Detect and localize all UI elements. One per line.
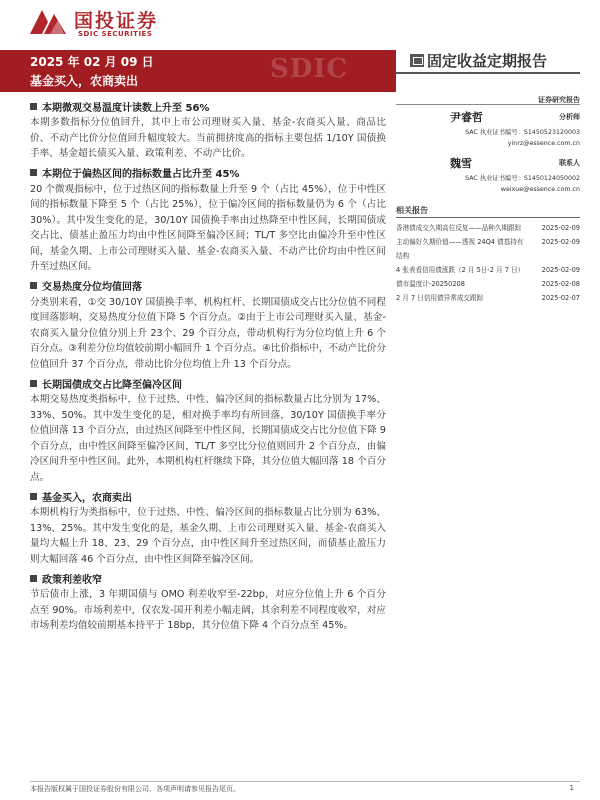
page-number: 1 xyxy=(569,784,574,792)
section-title: 长期国债成交占比降至偏冷区间 xyxy=(30,376,386,390)
section-body: 分类别来看，①交 30/10Y 国债换手率、机构杠杆、长期国债成交占比分位值不同程度回落影响，交易热度分位值下降 5 个百分点。②由于上市公司理财买入量、基金-农商买入量分位值分别上升 23个、29 个百分点，带动机构行为分位均值上升 6 个百分点。③利差分位均值较前期小幅回升 1 个百分点。④比价指标中，不动产比价分位值回升 37 个百分点，带动比价分位均值上升 13 个百分点。 xyxy=(30,296,386,370)
square-bullet-icon xyxy=(30,103,37,110)
report-type-icon xyxy=(410,54,424,67)
section-title: 基金买入，农商卖出 xyxy=(30,489,386,503)
analyst-email[interactable]: weixue@essence.com.cn xyxy=(500,186,580,193)
analyst-sac: SAC 执业证书编号：S1450523120003 xyxy=(465,129,580,136)
square-bullet-icon xyxy=(30,493,37,500)
report-type xyxy=(410,50,580,70)
square-bullet-icon xyxy=(30,169,37,176)
analyst-role: 联系人 xyxy=(559,159,580,167)
related-report-title[interactable]: 香港债成交久期高位反复——品种久期跟踪 xyxy=(396,224,522,232)
related-reports-list xyxy=(396,221,580,305)
company-logo xyxy=(28,6,188,40)
related-report-title[interactable]: 债市温度计-20250208 xyxy=(396,280,465,288)
related-report-date: 2025-02-07 xyxy=(541,294,580,302)
related-report-date: 2025-02-09 xyxy=(541,266,580,274)
analyst-role: 分析师 xyxy=(559,113,580,121)
related-report-title[interactable]: 2 月 7 日信用债异常成交跟踪 xyxy=(396,294,484,302)
related-report-item[interactable] xyxy=(396,291,580,305)
logo-text-cn: 国投证券 xyxy=(74,10,159,32)
related-report-title[interactable]: 4 张表看信用债涨跌（2 月 5日-2 月 7 日） xyxy=(396,266,525,274)
section-title: 政策利差收窄 xyxy=(30,571,386,585)
square-bullet-icon xyxy=(30,282,37,289)
related-report-item[interactable] xyxy=(396,221,580,235)
banner-watermark: SDIC xyxy=(270,54,349,84)
logo-text-en: SDIC SECURITIES xyxy=(78,30,153,38)
footer-disclaimer: 本报告版权属于国投证券股份有限公司，各项声明请参见报告尾页。 xyxy=(30,785,240,793)
report-type-label: 固定收益定期报告 xyxy=(427,51,548,70)
report-headline: 基金买入，农商卖出 xyxy=(30,74,139,88)
related-report-date: 2025-02-09 xyxy=(541,224,580,232)
section-body: 本期多数指标分位值回升，其中上市公司理财买入量、基金-农商买入量、商品比价、不动产比价分位值回升幅度较大。当前拥挤度高的指标主要包括 1/10Y 国债换手率、基金超长债买入量、政策利差、不动产比价。 xyxy=(30,117,386,159)
report-date: 2025 年 02 月 09 日 xyxy=(30,55,154,69)
related-report-date: 2025-02-08 xyxy=(541,280,580,288)
section-body: 节后债市上涨，3 年期国债与 OMO 利差收窄至-22bp，对应分位值上升 6 个百分点至 90%。市场利差中，仅农发-国开利差小幅走阔，其余利差不同程度收窄，对应市场利差均值较前期基本持平于 18bp，其分位值下降 4 个百分点至 45%。 xyxy=(30,589,386,631)
footer-divider xyxy=(30,781,580,782)
section-body: 20 个微观指标中，位于过热区间的指标数量上升至 9 个（占比 45%），位于中性区间的指标数量下降至 5 个（占比 25%），位于偏冷区间的指标数量仍为 6 个（占比 30%）。其中发生变化的是，30/10Y 国债换手率由过热降至中性区间，长期国债成交占比、债基止盈压力均由中性区间降至偏冷区间；TL/T 多空比由偏冷升至中性区间，基金久期、上市公司理财买入量、基金-农商买入量、不动产比价均由中性区间升至过热区间。 xyxy=(30,183,386,272)
department-label: 证券研究报告 xyxy=(538,96,580,104)
analyst-name: 尹睿哲 xyxy=(450,111,483,124)
section-title: 本期微观交易温度计读数上升至 56% xyxy=(30,99,386,113)
report-banner xyxy=(0,50,396,92)
analyst-sac: SAC 执业证书编号：S1450124050002 xyxy=(465,175,580,182)
square-bullet-icon xyxy=(30,575,37,582)
section-title: 本期位于偏热区间的指标数量占比升至 45% xyxy=(30,166,386,180)
analyst-name: 魏雪 xyxy=(450,157,472,170)
section-body: 本期机构行为类指标中，位于过热、中性、偏冷区间的指标数量占比分别为 63%、13%、25%。其中发生变化的是，基金久期、上市公司理财买入量、基金-农商买入量均大幅上升 18、23、29 个百分点，由中性区间升至过热区间，而债基止盈压力则大幅回落 46 个百分点，由中性区间降至偏冷区间。 xyxy=(30,507,386,565)
section-body: 本期交易热度类指标中，位于过热、中性、偏冷区间的指标数量占比分别为 17%、33%、50%。其中发生变化的是，相对换手率均有所回落，30/10Y 国债换手率分位值回落 13 个百分点，由过热区间降至中性区间，长期国债成交占比分位值下降 9 个百分点，由中性区间降至偏冷区间，TL/T 多空比分位值则回升 2 个百分点，由偏冷区间升至中性区间。此外，本期机构杠杆继续下降，其分位值大幅回落 18 个百分点。 xyxy=(30,394,386,483)
header-divider xyxy=(396,72,580,74)
related-divider xyxy=(396,217,580,218)
related-report-item[interactable] xyxy=(396,235,580,263)
main-content xyxy=(30,98,386,638)
analyst-email[interactable]: yinrz@essence.com.cn xyxy=(507,140,580,147)
related-reports-title: 相关报告 xyxy=(396,206,428,215)
related-report-date: 2025-02-09 xyxy=(541,238,580,246)
sidebar-divider xyxy=(396,104,580,105)
related-report-item[interactable] xyxy=(396,277,580,291)
section-title: 交易热度分位均值回落 xyxy=(30,279,386,293)
logo-mark-icon xyxy=(28,6,68,36)
square-bullet-icon xyxy=(30,380,37,387)
related-report-item[interactable] xyxy=(396,263,580,277)
related-report-title[interactable]: 主动偏好久期价值——透视 24Q4 债基持有结构 xyxy=(396,238,524,260)
